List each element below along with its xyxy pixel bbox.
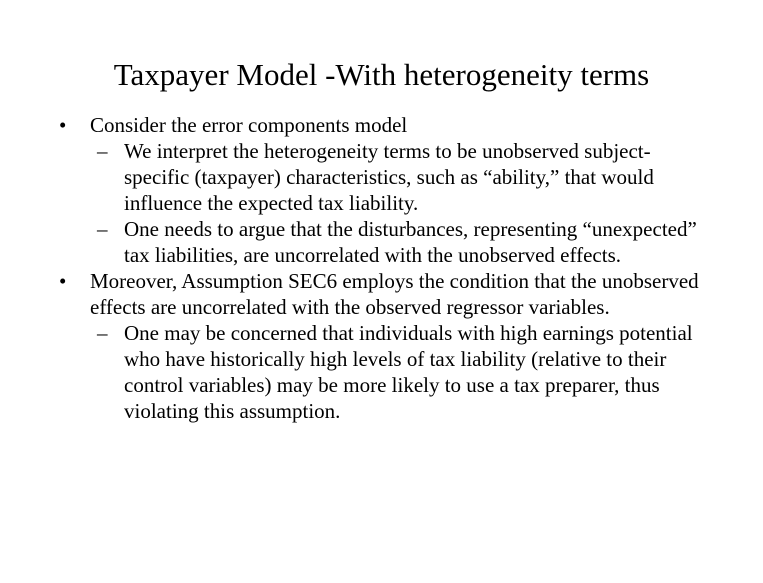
sub-bullet-item — [97, 320, 704, 424]
slide-body — [0, 112, 763, 424]
bullet-marker: • — [59, 113, 67, 137]
sub-bullet-item — [97, 216, 704, 268]
bullet-text: Moreover, Assumption SEC6 employs the condition that the unobserved effects are uncorrelated with the observed regressor variables. — [90, 269, 699, 319]
sub-bullet-item — [97, 138, 704, 216]
slide-title: Taxpayer Model -With heterogeneity terms — [113, 57, 650, 92]
sub-bullet-text: One may be concerned that individuals with high earnings potential who have historically high levels of tax liability (relative to their control variables) may be more likely to use a tax preparer, thus violating this assumption. — [124, 321, 693, 423]
bullet-item — [59, 268, 715, 320]
sub-bullet-text: We interpret the heterogeneity terms to be unobserved subject-specific (taxpayer) characteristics, such as “ability,” that would influence the expected tax liability. — [124, 139, 654, 215]
dash-marker: – — [97, 139, 108, 163]
bullet-item — [59, 112, 715, 138]
bullet-text: Consider the error components model — [90, 113, 408, 137]
sub-bullet-text: One needs to argue that the disturbances, representing “unexpected” tax liabilities, are uncorrelated with the unobserved effects. — [124, 217, 697, 267]
bullet-marker: • — [59, 269, 67, 293]
dash-marker: – — [97, 321, 108, 345]
dash-marker: – — [97, 217, 108, 241]
